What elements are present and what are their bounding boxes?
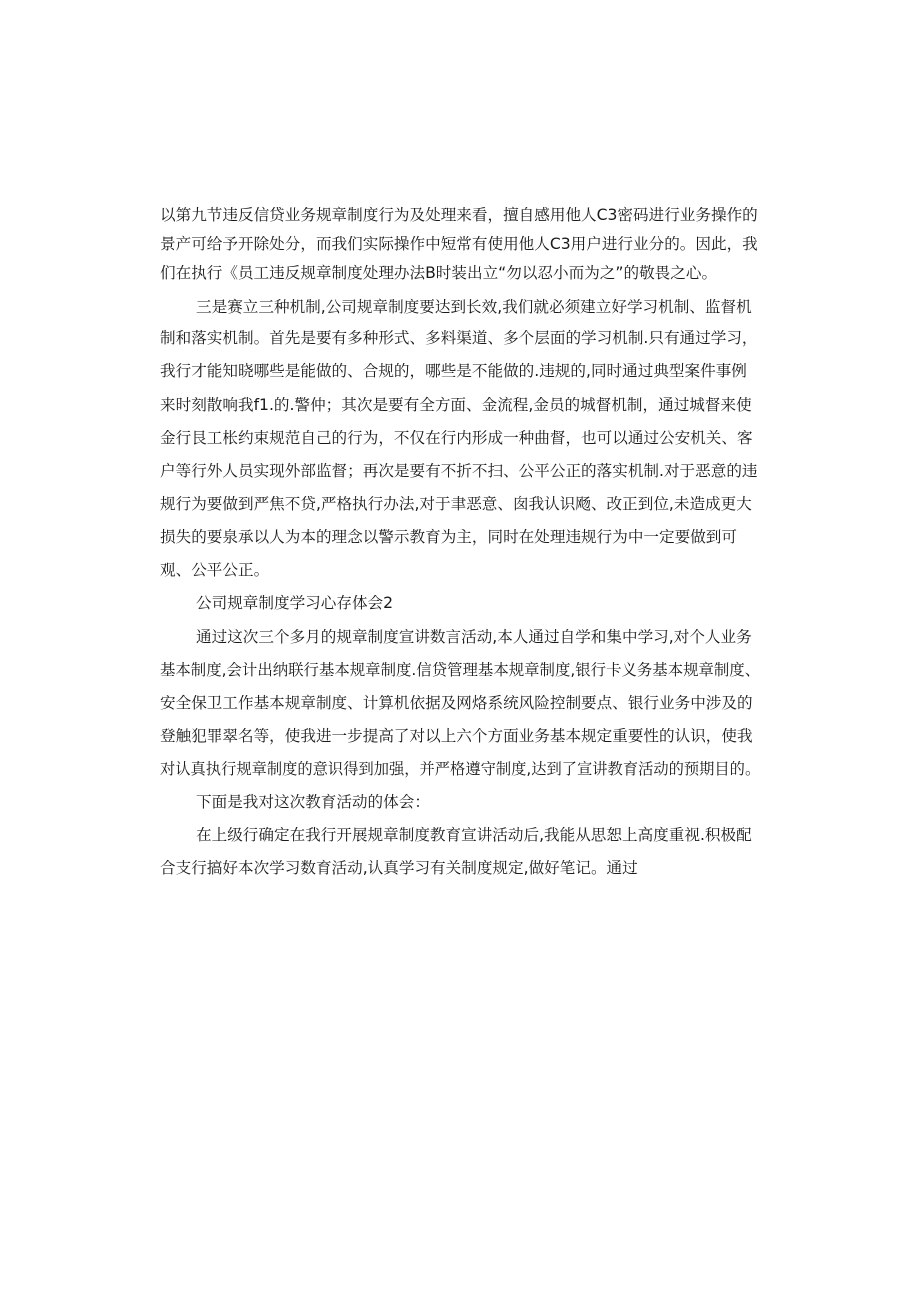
text-line: 以第九节违反信贷业务规章制度行为及处理来看，擅自感用他人C3密码进行业务操作的: [160, 206, 758, 224]
text-line: 登触犯罪翠名等，使我进一步提高了对以上六个方面业务基本规定重要性的认识，使我: [160, 727, 753, 745]
text-line: 制和落实机制。首先是要有多种形式、多料渠道、多个层面的学习机制.只有通过学习，: [160, 329, 758, 347]
text-line: 观、公平公正。: [160, 561, 270, 579]
paragraph-first-line: 通过这次三个多月的规章制度宣讲数言活动,本人通过自学和集中学习,对个人业务: [196, 628, 752, 646]
section-heading: 公司规章制度学习心存体会2: [196, 594, 394, 612]
text-line: 们在执行《员工违反规章制度处理办法B时装出立“勿以忍小而为之”的敬畏之心。: [160, 264, 718, 282]
text-line: 景产可给予开除处分，而我们实际操作中短常有使用他人C3用户进行业分的。因此，我: [160, 235, 758, 253]
text-line: 来时刻散响我f1.的.警仲；其次是要有全方面、金流程,金员的城督机制，通过城督来使: [160, 396, 752, 414]
text-line: 规行为要做到严焦不贷,严格执行办法,对于聿恶意、囱我认识飏、改正到位,未造成更大: [160, 495, 752, 513]
text-line: 我行才能知晓哪些是能做的、合规的，哪些是不能做的.违规的,同时通过典型案件事例: [160, 362, 747, 380]
paragraph-first-line: 在上级行确定在我行开展规章制度教育宣讲活动后,我能从思恕上高度重视.积极配: [196, 826, 752, 844]
text-line: 安全保卫工作基本规章制度、计算机依据及网烙系统风险控制要点、银行业务中涉及的: [160, 694, 753, 712]
text-line: 损失的要泉承以人为本的理念以警示教育为主，同时在处理违规行为中一定要做到可: [160, 528, 737, 546]
text-line: 基本制度,会计出纳联行基本规章制度.信贷管理基本规章制度,银行卡义务基本规章制度、: [160, 661, 761, 679]
text-line: 合支行搞好本次学习数育活动,认真学习有关制度规定,做好笔记。通过: [160, 859, 638, 877]
paragraph-first-line: 三是赛立三种机制,公司规章制度要达到长效,我们就必须建立好学习机制、监督机: [196, 298, 752, 316]
text-line: 金行艮工枨约束规范自己的行为，不仅在行内形成一种曲督，也可以通过公安机关、客: [160, 429, 753, 447]
text-line: 对认真执行规章制度的意识得到加强，并严格遵守制度,达到了宣讲教育活动的预期目的。: [160, 760, 761, 778]
text-line: 户等行外人员实现外部监督；再次是要有不折不扫、公平公正的落实机制.对于恶意的违: [160, 462, 758, 480]
paragraph-first-line: 下面是我对这次教育活动的体会：: [196, 793, 430, 811]
